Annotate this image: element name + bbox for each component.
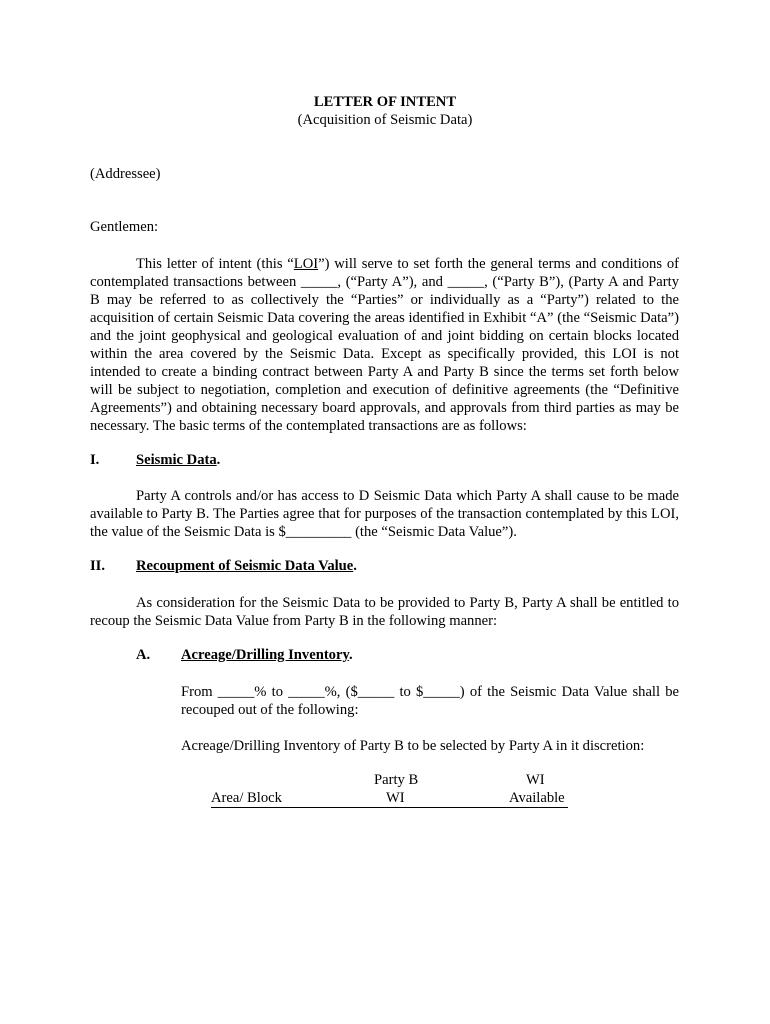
col-3-header-top: WI: [526, 772, 545, 788]
col-1-header-underline: [211, 790, 407, 808]
subsection-a-title: Acreage/Drilling Inventory: [181, 647, 349, 663]
section-2-number: II.: [90, 558, 106, 574]
col-2-header-top: Party B: [374, 772, 419, 788]
col-2-header-bottom: WI: [386, 790, 405, 806]
intro-paragraph: [90, 255, 679, 435]
subsection-a-period: .: [348, 647, 353, 663]
subsection-a-paragraph-2: Acreage/Drilling Inventory of Party B to be selected by Party A in it discretion:: [181, 738, 645, 754]
document-subtitle: (Acquisition of Seismic Data): [297, 112, 473, 128]
col-3-header-bottom: Available: [509, 790, 565, 806]
salutation: Gentlemen:: [90, 219, 159, 235]
section-2-paragraph: [90, 594, 679, 630]
section-1-body: Party A controls and/or has access to D Seismic Data which Party A shall cause to be made available to Party B. The Parties agree that for purposes of the transaction contemplated by this LOI, the value of the Seismic Data is $_________ (the “Seismic Data Value”).: [90, 488, 679, 540]
section-2-title: Recoupment of Seismic Data Value: [136, 558, 354, 574]
section-2-heading: [136, 558, 357, 575]
intro-text-rest: ”) will serve to set forth the general terms and conditions of contemplated transactions between _____, (“Party A”), and _____, (“Party B”), (Party A and Party B may be referred to as collectively the “Parties” or individually as a “Party”) related to the acquisition of certain Seismic Data covering the areas identified in Exhibit “A” (the “Seismic Data”) and the joint geophysical and geological evaluation of and joint bidding on certain blocks located within the area covered by the Seismic Data. Except as specifically provided, this LOI is not intended to create a binding contract between Party A and Party B since the terms set forth below will be subject to negotiation, completion and execution of definitive agreements (the “Definitive Agreements”) and obtaining necessary board approvals, and approvals from third parties as may be necessary. The basic terms of the contemplated transactions are as follows:: [90, 256, 679, 434]
section-2-body: As consideration for the Seismic Data to be provided to Party B, Party A shall be entitled to recoup the Seismic Data Value from Party B in the following manner:: [90, 595, 679, 629]
section-1-number: I.: [90, 452, 100, 468]
section-1-paragraph: [90, 487, 679, 541]
intro-text-start: This letter of intent (this “: [136, 256, 294, 272]
section-1-period: .: [216, 452, 221, 468]
section-1-heading: [136, 452, 220, 469]
loi-term: LOI: [293, 256, 319, 272]
document-title: LETTER OF INTENT: [313, 94, 457, 110]
section-2-period: .: [353, 558, 357, 574]
section-1-title: Seismic Data: [136, 452, 217, 468]
subsection-a-heading: [181, 647, 353, 664]
col-1-header: Area/ Block: [211, 790, 282, 806]
addressee: (Addressee): [90, 166, 161, 182]
subsection-a-letter: A.: [136, 647, 151, 663]
subsection-a-paragraph-1: From _____% to _____%, ($_____ to $_____) of the Seismic Data Value shall be recouped out of the following:: [181, 684, 679, 718]
